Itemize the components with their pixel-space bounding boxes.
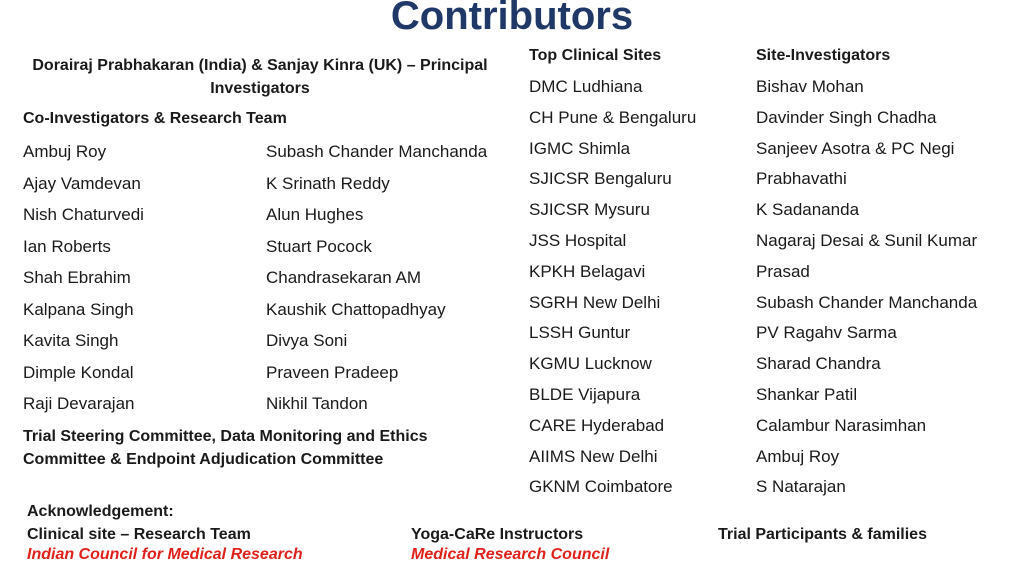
list-item: Davinder Singh Chadha <box>756 107 937 127</box>
ack-participants: Trial Participants & families <box>718 526 927 543</box>
list-item: Ajay Vamdevan <box>23 173 141 193</box>
principal-investigators: Dorairaj Prabhakaran (India) & Sanjay Kinra (UK) – Principal Investigators <box>32 57 488 97</box>
co-investigators-heading: Co-Investigators & Research Team <box>23 110 287 127</box>
ack-clinical-site: Clinical site – Research Team <box>27 526 251 543</box>
list-item: Kalpana Singh <box>23 299 134 319</box>
site-investigators-list <box>756 72 977 503</box>
list-item: SJICSR Mysuru <box>529 200 650 220</box>
co-investigators-right-list <box>266 136 487 420</box>
list-item: K Sadananda <box>756 200 860 220</box>
list-item: Sharad Chandra <box>756 354 881 374</box>
list-item: K Srinath Reddy <box>266 173 390 193</box>
list-item: JSS Hospital <box>529 230 627 250</box>
site-investigators-heading: Site-Investigators <box>756 47 891 64</box>
list-item: BLDE Vijapura <box>529 384 641 404</box>
list-item: Praveen Pradeep <box>266 362 399 382</box>
list-item: Ian Roberts <box>23 236 111 256</box>
list-item: S Natarajan <box>756 477 846 497</box>
list-item: Dimple Kondal <box>23 362 134 382</box>
list-item: Subash Chander Manchanda <box>266 142 488 161</box>
list-item: IGMC Shimla <box>529 138 631 158</box>
list-item: Shankar Patil <box>756 384 858 404</box>
acknowledgement-heading: Acknowledgement: <box>27 503 174 520</box>
ack-icmr: Indian Council for Medical Research <box>27 546 303 563</box>
page-title: Contributors <box>390 0 634 38</box>
list-item: KPKH Belagavi <box>529 261 646 281</box>
list-item: Sanjeev Asotra & PC Negi <box>756 138 955 158</box>
list-item: AIIMS New Delhi <box>529 446 658 466</box>
list-item: GKNM Coimbatore <box>529 477 673 497</box>
list-item: LSSH Guntur <box>529 323 631 343</box>
list-item: Prasad <box>756 261 810 281</box>
list-item: Stuart Pocock <box>266 236 372 256</box>
list-item: Raji Devarajan <box>23 394 135 413</box>
list-item: Bishav Mohan <box>756 77 864 96</box>
list-item: Kaushik Chattopadhyay <box>266 299 446 319</box>
sites-heading: Top Clinical Sites <box>529 47 662 64</box>
list-item: Calambur Narasimhan <box>756 415 927 435</box>
list-item: CARE Hyderabad <box>529 415 665 435</box>
list-item: Nagaraj Desai & Sunil Kumar <box>756 230 978 250</box>
list-item: Alun Hughes <box>266 205 364 224</box>
list-item: Shah Ebrahim <box>23 268 131 287</box>
list-item: SGRH New Delhi <box>529 292 661 312</box>
ack-instructors: Yoga-CaRe Instructors <box>411 526 584 543</box>
list-item: Nish Chaturvedi <box>23 205 144 224</box>
list-item: Chandrasekaran AM <box>266 268 421 287</box>
list-item: CH Pune & Bengaluru <box>529 107 697 127</box>
list-item: Ambuj Roy <box>23 142 107 161</box>
list-item: Subash Chander Manchanda <box>756 292 978 312</box>
committees-heading: Trial Steering Committee, Data Monitoring and Ethics Committee & Endpoint Adjudication Committee <box>23 428 428 468</box>
list-item: SJICSR Bengaluru <box>529 169 672 189</box>
clinical-sites-list <box>529 72 696 503</box>
list-item: KGMU Lucknow <box>529 354 652 374</box>
list-item: Ambuj Roy <box>756 446 840 466</box>
ack-mrc: Medical Research Council <box>411 546 610 563</box>
list-item: DMC Ludhiana <box>529 77 643 96</box>
list-item: Kavita Singh <box>23 331 119 350</box>
list-item: PV Ragahv Sarma <box>756 323 897 343</box>
list-item: Divya Soni <box>266 331 348 350</box>
co-investigators-left-list <box>23 136 144 420</box>
list-item: Prabhavathi <box>756 169 847 189</box>
list-item: Nikhil Tandon <box>266 394 368 413</box>
